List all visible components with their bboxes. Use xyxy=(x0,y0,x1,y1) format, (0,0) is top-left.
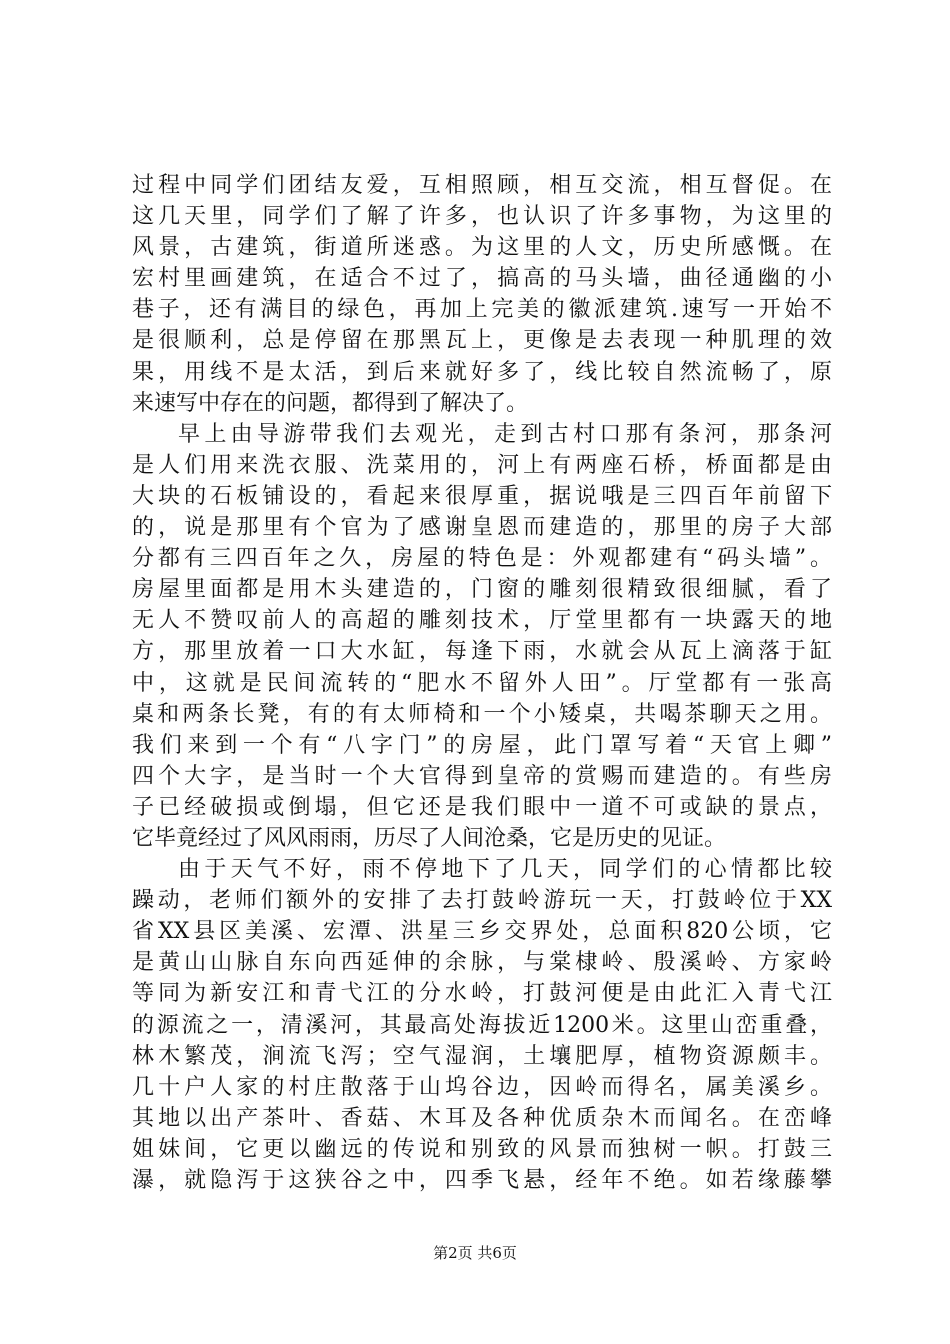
text-line: 大块的石板铺设的，看起来很厚重，据说哦是三四百年前留下 xyxy=(132,483,832,509)
text-line: 等同为新安江和青弋江的分水岭，打鼓河便是由此汇入青弋江 xyxy=(132,981,832,1007)
text-line: 无人不赞叹前人的高超的雕刻技术，厅堂里都有一块露天的地 xyxy=(132,608,832,634)
text-line: 方，那里放着一口大水缸，每逢下雨，水就会从瓦上滴落于缸 xyxy=(132,639,832,665)
page-footer: 第2页 共6页 xyxy=(433,1244,517,1262)
text-line: 的，说是那里有个官为了感谢皇恩而建造的，那里的房子大部 xyxy=(132,515,832,541)
text-line: 是黄山山脉自东向西延伸的余脉，与棠棣岭、殷溪岭、方家岭 xyxy=(132,950,832,976)
text-line: 桌和两条长凳，有的有太师椅和一个小矮桌，共喝茶聊天之用。 xyxy=(132,701,832,727)
text-line: 分都有三四百年之久，房屋的特色是：外观都建有“码头墙”。 xyxy=(132,546,832,572)
text-line: 几十户人家的村庄散落于山坞谷边，因岭而得名，属美溪乡。 xyxy=(132,1074,832,1100)
paragraph-first-line: 由于天气不好，雨不停地下了几天，同学们的心情都比较 xyxy=(178,857,832,883)
text-line: 巷子，还有满目的绿色，再加上完美的徽派建筑.速写一开始不 xyxy=(132,297,832,323)
text-line: 姐妹间，它更以幽远的传说和别致的风景而独树一帜。打鼓三 xyxy=(132,1136,832,1162)
text-line: 是人们用来洗衣服、洗菜用的，河上有两座石桥，桥面都是由 xyxy=(132,452,832,478)
text-line: 其地以出产茶叶、香菇、木耳及各种优质杂木而闻名。在峦峰 xyxy=(132,1105,832,1131)
text-line: 子已经破损或倒塌，但它还是我们眼中一道不可或缺的景点， xyxy=(132,794,832,820)
text-line: 房屋里面都是用木头建造的，门窗的雕刻很精致很细腻，看了 xyxy=(132,577,832,603)
body-text xyxy=(132,170,832,1196)
text-line: 是很顺利，总是停留在那黑瓦上，更像是去表现一种肌理的效 xyxy=(132,328,832,354)
text-line: 宏村里画建筑，在适合不过了，搞高的马头墙，曲径通幽的小 xyxy=(132,266,832,292)
text-line: 中，这就是民间流转的“肥水不留外人田”。厅堂都有一张高 xyxy=(132,670,832,696)
text-line: 来速写中存在的问题，都得到了解决了。 xyxy=(132,390,529,416)
text-line: 果，用线不是太活，到后来就好多了，线比较自然流畅了，原 xyxy=(132,359,832,385)
text-line: 躁动，老师们额外的安排了去打鼓岭游玩一天，打鼓岭位于XX xyxy=(132,888,832,914)
text-line: 的源流之一，清溪河，其最高处海拔近1200米。这里山峦重叠， xyxy=(132,1012,832,1038)
text-line: 四个大字，是当时一个大官得到皇帝的赏赐而建造的。有些房 xyxy=(132,763,832,789)
text-line: 风景，古建筑，街道所迷惑。为这里的人文，历史所感慨。在 xyxy=(132,235,832,261)
text-line: 过程中同学们团结友爱，互相照顾，相互交流，相互督促。在 xyxy=(132,173,832,198)
text-line: 瀑，就隐泻于这狭谷之中，四季飞悬，经年不绝。如若缘藤攀 xyxy=(132,1168,832,1193)
text-line: 它毕竟经过了风风雨雨，历尽了人间沧桑，它是历史的见证。 xyxy=(132,825,727,851)
text-line: 省XX县区美溪、宏潭、洪星三乡交界处，总面积820公顷，它 xyxy=(132,919,832,945)
text-line: 这几天里，同学们了解了许多，也认识了许多事物，为这里的 xyxy=(132,204,832,230)
text-line: 我们来到一个有“八字门”的房屋，此门罩写着“天官上卿” xyxy=(132,732,832,758)
text-line: 林木繁茂，涧流飞泻；空气湿润，土壤肥厚，植物资源颇丰。 xyxy=(132,1043,832,1069)
paragraph-first-line: 早上由导游带我们去观光，走到古村口那有条河，那条河 xyxy=(178,421,832,447)
